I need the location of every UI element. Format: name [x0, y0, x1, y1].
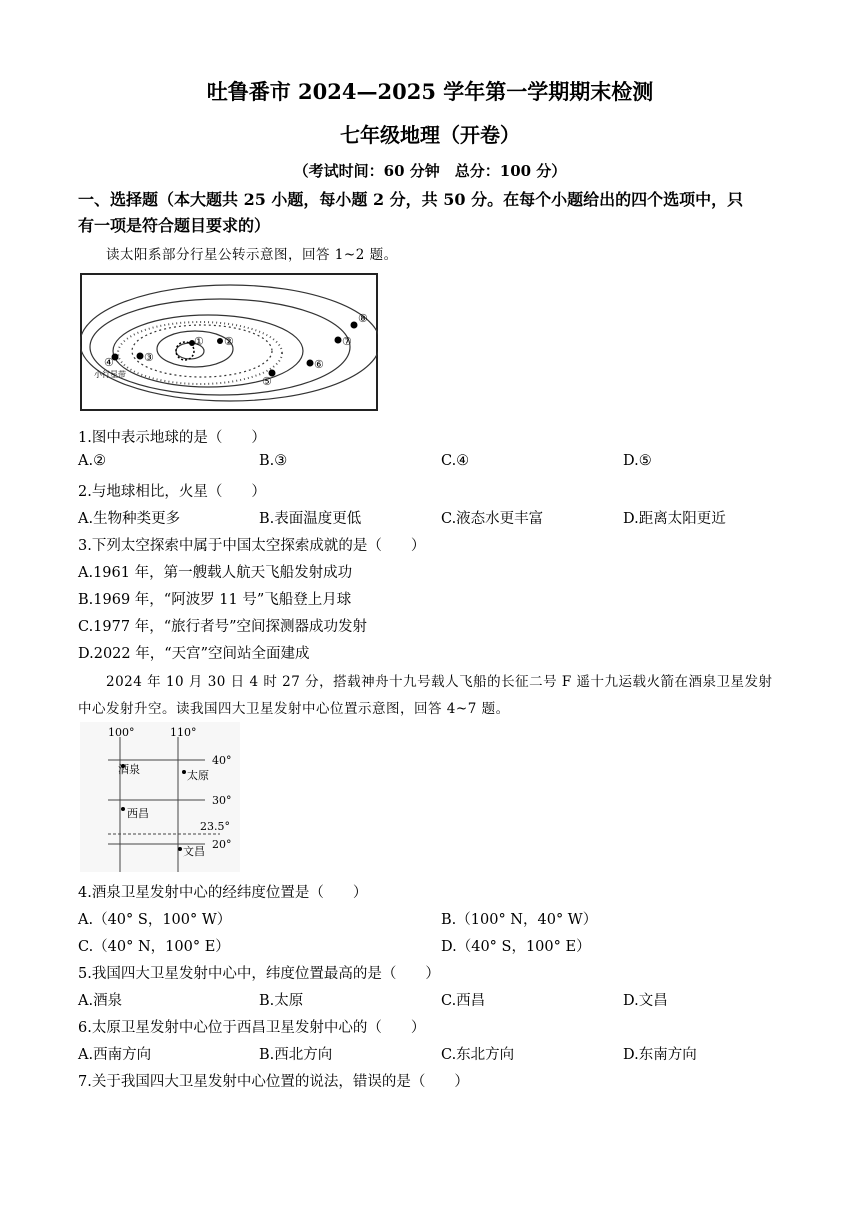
section-heading-line2: 有一项是符合题目要求的）	[78, 216, 271, 235]
question-1-stem: 1.图中表示地球的是（ ）	[78, 430, 266, 446]
intro-solar-system: 读太阳系部分行星公转示意图，回答 1~2 题。	[106, 247, 398, 263]
question-3-option-a[interactable]: A.1961 年，第一艘载人航天飞船发射成功	[78, 565, 353, 581]
planet-label: ⑧	[358, 312, 368, 325]
question-1-option-c[interactable]: C.④	[441, 453, 470, 469]
longitude-label: 100°	[108, 726, 135, 739]
planet-label: ⑥	[314, 358, 324, 371]
latitude-label: 23.5°	[200, 820, 230, 833]
solar-system-figure	[80, 273, 378, 411]
question-5-option-a[interactable]: A.酒泉	[78, 993, 123, 1009]
question-3-option-b[interactable]: B.1969 年，“阿波罗 11 号”飞船登上月球	[78, 592, 352, 608]
launch-centers-map	[80, 722, 240, 872]
question-2-stem: 2.与地球相比，火星（ ）	[78, 484, 266, 500]
question-4-option-b[interactable]: B.（100° N，40° W）	[441, 912, 598, 928]
site-label-taiyuan: 太原	[187, 769, 209, 782]
exam-title: 吐鲁番市 2024—2025 学年第一学期期末检测	[206, 79, 654, 104]
asteroid-belt-label: 小行星带	[94, 370, 126, 379]
latitude-label: 30°	[212, 794, 232, 807]
question-3-option-d[interactable]: D.2022 年，“天宫”空间站全面建成	[78, 646, 310, 662]
planet-label: ②	[224, 335, 234, 348]
planet-label: ①	[194, 335, 204, 348]
question-7-stem: 7.关于我国四大卫星发射中心位置的说法，错误的是（ ）	[78, 1074, 469, 1090]
question-1-option-b[interactable]: B.③	[259, 453, 288, 469]
question-1-option-a[interactable]: A.②	[78, 453, 107, 469]
question-2-option-c[interactable]: C.液态水更丰富	[441, 511, 544, 527]
question-4-option-a[interactable]: A.（40° S，100° W）	[78, 912, 232, 928]
longitude-label: 110°	[170, 726, 197, 739]
exam-meta: （考试时间：60 分钟 总分：100 分）	[293, 162, 567, 180]
question-6-option-d[interactable]: D.东南方向	[623, 1047, 697, 1063]
question-2-option-a[interactable]: A.生物种类更多	[78, 511, 181, 527]
site-label-jiuquan: 酒泉	[118, 763, 140, 776]
question-6-stem: 6.太原卫星发射中心位于西昌卫星发射中心的（ ）	[78, 1020, 426, 1036]
question-2-option-b[interactable]: B.表面温度更低	[259, 511, 362, 527]
exam-subtitle: 七年级地理（开卷）	[340, 123, 520, 147]
latitude-label: 40°	[212, 754, 232, 767]
question-5-stem: 5.我国四大卫星发射中心中，纬度位置最高的是（ ）	[78, 966, 440, 982]
question-3-option-c[interactable]: C.1977 年，“旅行者号”空间探测器成功发射	[78, 619, 368, 635]
intro-launch-centers-line2: 中心发射升空。读我国四大卫星发射中心位置示意图，回答 4~7 题。	[78, 701, 510, 717]
question-4-option-c[interactable]: C.（40° N，100° E）	[78, 939, 230, 955]
planet-label: ⑤	[262, 375, 272, 388]
question-4-stem: 4.酒泉卫星发射中心的经纬度位置是（ ）	[78, 885, 368, 901]
question-6-option-c[interactable]: C.东北方向	[441, 1047, 515, 1063]
question-5-option-b[interactable]: B.太原	[259, 993, 304, 1009]
latitude-label: 20°	[212, 838, 232, 851]
question-6-option-b[interactable]: B.西北方向	[259, 1047, 333, 1063]
intro-launch-centers-line1: 2024 年 10 月 30 日 4 时 27 分，搭载神舟十九号载人飞船的长征二号 F 遥十九运载火箭在酒泉卫星发射	[106, 674, 773, 690]
question-5-option-d[interactable]: D.文昌	[623, 993, 668, 1009]
site-label-wenchang: 文昌	[183, 845, 205, 858]
question-6-option-a[interactable]: A.西南方向	[78, 1047, 152, 1063]
question-1-option-d[interactable]: D.⑤	[623, 453, 652, 469]
site-label-xichang: 西昌	[127, 807, 149, 820]
section-heading-line1: 一、选择题（本大题共 25 小题，每小题 2 分，共 50 分。在每个小题给出的四个选项中，只	[78, 190, 744, 209]
planet-label: ⑦	[342, 335, 352, 348]
planet-label: ③	[144, 351, 154, 364]
question-5-option-c[interactable]: C.西昌	[441, 993, 486, 1009]
question-3-stem: 3.下列太空探索中属于中国太空探索成就的是（ ）	[78, 538, 426, 554]
question-2-option-d[interactable]: D.距离太阳更近	[623, 511, 726, 527]
question-4-option-d[interactable]: D.（40° S，100° E）	[441, 939, 591, 955]
planet-label: ④	[104, 356, 114, 369]
